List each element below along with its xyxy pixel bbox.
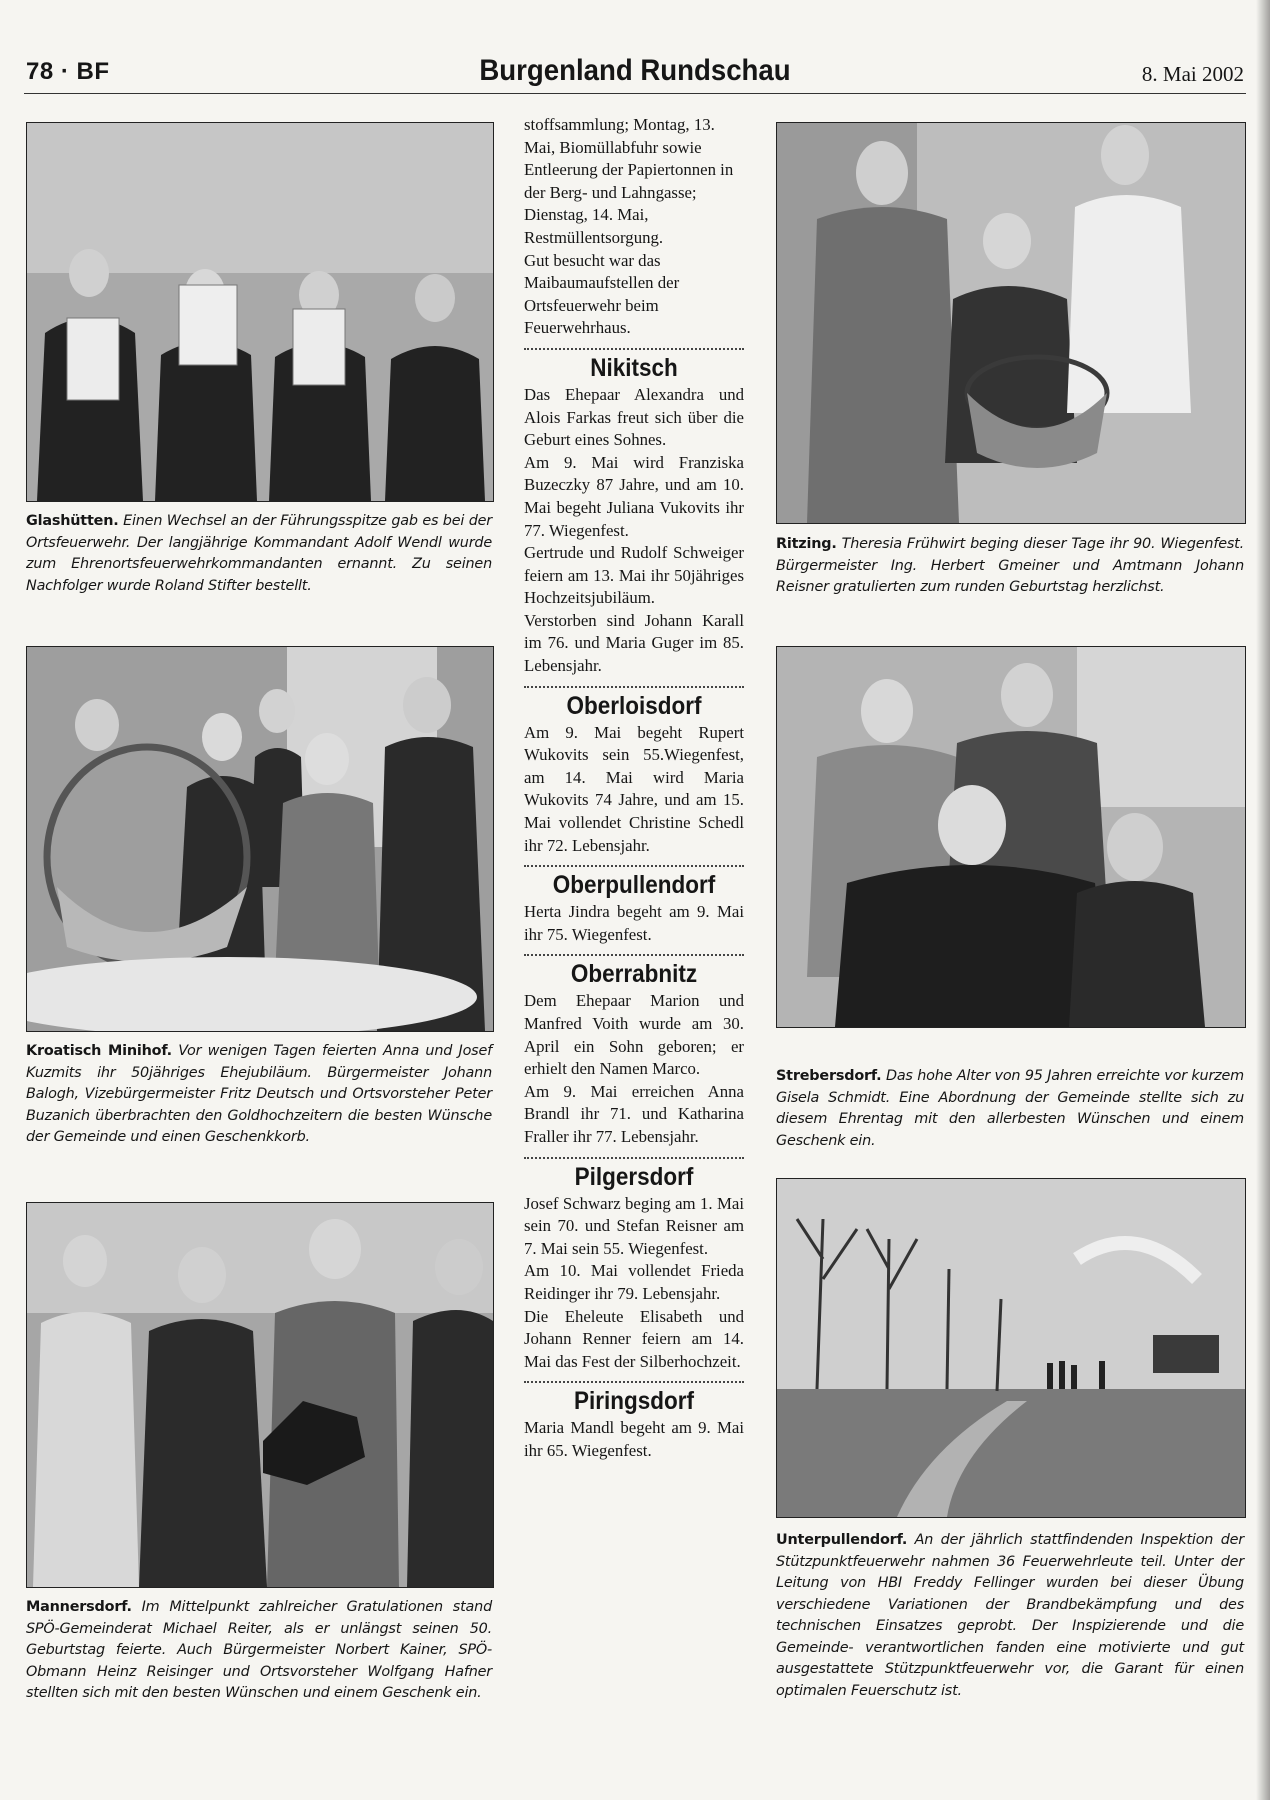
masthead — [0, 0, 1270, 96]
section-paragraph: Dem Ehepaar Marion und Manfred Voith wurde am 30. April ein Sohn geboren; er erhielt den Namen Marco. — [524, 991, 744, 1079]
section-divider — [524, 686, 744, 688]
caption-place: Ritzing. — [776, 536, 837, 552]
caption-text: Das hohe Alter von 95 Jahren erreichte vor kurzem Gisela Schmidt. Eine Abordnung der Gemeinde stellte sich zu diesem Ehrentag mit den allerbesten Wünschen und einem Geschenk ein. — [776, 1068, 1245, 1149]
caption-text: An der jährlich stattfindenden Inspektion der Stützpunktfeuerwehr nahmen 36 Feuerwehrleute teil. Unter der Leitung von HBI Freddy Fellinger wurden bei dieser Übung verschiedene Variationen der Brandbekämpfung und des technischen Einsatzes geprobt. Der Inspizierende und die Gemeinde- verantwortlichen fanden eine motivierte und gut ausgestattete Stützpunktfeuerwehr vor, die Garant für einen optimalen Feuerschutz ist. — [776, 1532, 1245, 1699]
caption-text: Einen Wechsel an der Führungsspitze gab es bei der Ortsfeuerwehr. Der langjährige Kommandant Adolf Wendl wurde zum Ehrenortsfeuerwehrkommandanten ernannt. Zu seinen Nachfolger wurde Roland Stifter bestellt. — [26, 513, 492, 594]
publication-date: 8. Mai 2002 — [1141, 62, 1244, 86]
caption-mannersdorf — [26, 1597, 492, 1705]
section-heading-oberloisdorf: Oberloisdorf — [566, 691, 702, 720]
section-paragraph: Am 9. Mai erreichen Anna Brandl ihr 71. und Katharina Fraller ihr 77. Lebensjahr. — [524, 1081, 744, 1146]
section-paragraph: Maria Mandl begeht am 9. Mai ihr 65. Wiegenfest. — [524, 1418, 744, 1460]
caption-kroatisch-minihof — [26, 1041, 492, 1149]
caption-place: Mannersdorf. — [26, 1599, 132, 1615]
photo-strebersdorf — [776, 646, 1246, 1028]
caption-place: Glashütten. — [26, 513, 119, 529]
caption-text: Im Mittelpunkt zahlreicher Gratulationen stand SPÖ-Gemeinderat Michael Reiter, als er unlängst seinen 50. Geburtstag feierte. Auch Bürgermeister Norbert Kainer, SPÖ-Obmann Heinz Reisinger und Ortsvorsteher Wolfgang Hafner stellten sich mit den besten Wünschen und einem Geschenk ein. — [26, 1599, 493, 1701]
caption-place: Kroatisch Minihof. — [26, 1043, 172, 1059]
header-rule — [24, 93, 1246, 94]
section-paragraph: Die Eheleute Elisabeth und Johann Renner feiern am 14. Mai das Fest der Silberhochzeit. — [524, 1306, 744, 1371]
section-paragraph: Das Ehepaar Alexandra und Alois Farkas freut sich über die Geburt eines Sohnes. — [524, 384, 744, 450]
section-divider — [524, 1381, 744, 1383]
caption-text: Vor wenigen Tagen feierten Anna und Josef Kuzmits ihr 50jähriges Ehejubiläum. Bürgermeister Johann Balogh, Vizebürgermeister Fritz Deutsch und Ortsvorsteher Peter Buzanich überbrachten den Goldhochzeitern die besten Wünsche der Gemeinde und einen Geschenkkorb. — [26, 1043, 492, 1145]
caption-glashuetten — [26, 511, 492, 597]
section-divider — [524, 1157, 744, 1159]
newspaper-title: Burgenland Rundschau — [479, 54, 791, 87]
section-paragraph: Verstorben sind Johann Karall im 76. und Maria Guger im 85. Lebensjahr. — [524, 610, 744, 676]
section-paragraph: Am 9. Mai begeht Rupert Wukovits sein 55.Wiegenfest, am 14. Mai wird Maria Wukovits 74 Jahre, und am 15. Mai vollendet Christine Schedl ihr 72. Lebensjahr. — [524, 722, 744, 855]
photo-kroatisch-minihof — [26, 646, 494, 1032]
section-paragraph: Herta Jindra begeht am 9. Mai ihr 75. Wiegenfest. — [524, 902, 744, 944]
lead-paragraph: stoffsammlung; Montag, 13. Mai, Biomüllabfuhr sowie Entleerung der Papiertonnen in der Berg- und Lahngasse; Dienstag, 14. Mai, Restmüllentsorgung. — [524, 115, 734, 247]
page-edge-shadow — [1256, 0, 1270, 1800]
lead-paragraph: Gut besucht war das Maibaumaufstellen der Ortsfeuerwehr beim Feuerwehrhaus. — [524, 250, 680, 338]
photo-glashuetten — [26, 122, 494, 502]
section-heading-piringsdorf: Piringsdorf — [573, 1387, 695, 1416]
caption-unterpullendorf — [776, 1530, 1244, 1702]
photo-mannersdorf — [26, 1202, 494, 1588]
caption-strebersdorf — [776, 1066, 1244, 1152]
caption-place: Unterpullendorf. — [776, 1532, 908, 1548]
photo-ritzing — [776, 122, 1246, 524]
section-heading-pilgersdorf: Pilgersdorf — [574, 1162, 694, 1191]
section-paragraph: Josef Schwarz beging am 1. Mai sein 70. und Stefan Reisner am 7. Mai sein 55. Wiegenfest. — [524, 1193, 744, 1258]
section-divider — [524, 865, 744, 867]
middle-column — [524, 114, 744, 1463]
section-heading-oberrabnitz: Oberrabnitz — [570, 960, 698, 989]
section-divider — [524, 954, 744, 956]
section-paragraph: Am 9. Mai wird Franziska Buzeczky 87 Jahre, und am 10. Mai begeht Juliana Vukovits ihr 77. Wiegenfest. — [524, 452, 744, 540]
caption-place: Strebersdorf. — [776, 1068, 882, 1084]
page-number: 78 · BF — [26, 58, 110, 85]
caption-ritzing — [776, 534, 1244, 599]
section-heading-oberpullendorf: Oberpullendorf — [552, 871, 716, 900]
section-divider — [524, 348, 744, 350]
photo-unterpullendorf — [776, 1178, 1246, 1518]
section-paragraph: Gertrude und Rudolf Schweiger feiern am 13. Mai ihr 50jähriges Hochzeitsjubiläum. — [524, 543, 744, 608]
section-paragraph: Am 10. Mai vollendet Frieda Reidinger ihr 79. Lebensjahr. — [524, 1261, 744, 1303]
caption-text: Theresia Frühwirt beging dieser Tage ihr 90. Wiegenfest. Bürgermeister Ing. Herbert Gmeiner und Amtmann Johann Reisner gratulierten zum runden Geburtstag herzlichst. — [776, 536, 1244, 595]
section-heading-nikitsch: Nikitsch — [590, 353, 678, 382]
